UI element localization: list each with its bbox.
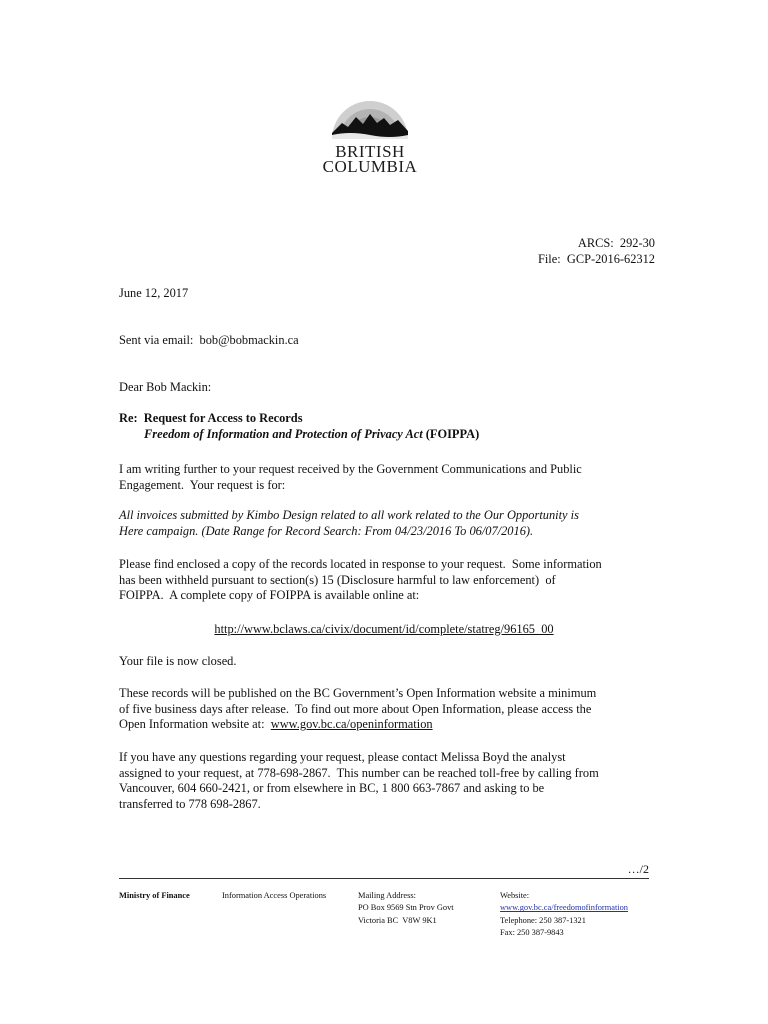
text-line: If you have any questions regarding your request, please contact Melissa Boyd the analyst — [119, 750, 566, 764]
re-line: Re: Request for Access to Records — [119, 411, 303, 425]
arcs-number: ARCS: 292-30 — [577, 236, 655, 250]
open-info-link[interactable]: www.gov.bc.ca/openinformation — [270, 717, 433, 732]
footer-mailing — [358, 890, 454, 927]
text-line: transferred to 778 698-2867. — [119, 796, 261, 811]
sent-via-line: Sent via email: bob@bobmackin.ca — [119, 333, 299, 347]
salutation: Dear Bob Mackin: — [119, 380, 212, 394]
foippa-url-link[interactable]: http://www.bclaws.ca/civix/document/id/complete/statreg/96165_00 — [214, 622, 554, 636]
file-number: File: GCP-2016-62312 — [537, 251, 655, 266]
fax: Fax: 250 387-9843 — [500, 928, 564, 938]
website-label: Website: — [500, 891, 530, 900]
website-link[interactable]: www.gov.bc.ca/freedomofinformation — [500, 903, 628, 913]
letter-date: June 12, 2017 — [119, 286, 189, 300]
logo-word-british: BRITISH — [335, 142, 405, 161]
bc-sun-mountains-icon — [330, 93, 410, 143]
footer-website — [500, 890, 628, 940]
foippa-url-line — [119, 622, 649, 638]
text-line: FOIPPA. A complete copy of FOIPPA is available online at: — [119, 588, 420, 603]
file-closed: Your file is now closed. — [119, 654, 237, 668]
reference-block — [538, 236, 655, 267]
page-continuation: …/2 — [627, 862, 649, 876]
logo-word-columbia: COLUMBIA — [322, 157, 418, 176]
text-line — [119, 717, 649, 733]
re-act-line — [119, 427, 649, 443]
paragraph-request-detail — [119, 508, 649, 539]
mailing-line-2: Victoria BC V8W 9K1 — [358, 915, 437, 925]
footer-ministry: Ministry of Finance — [119, 891, 190, 900]
re-subject — [119, 411, 649, 442]
paragraph-open-info — [119, 686, 649, 733]
act-abbrev: (FOIPPA) — [422, 426, 480, 441]
paragraph-contact — [119, 750, 649, 812]
telephone: Telephone: 250 387-1321 — [500, 915, 586, 925]
act-title: Freedom of Information and Protection of Privacy Act — [144, 426, 423, 441]
footer-branch: Information Access Operations — [222, 891, 327, 900]
text-line: Vancouver, 604 660-2421, or from elsewhere in BC, 1 800 663-7867 and asking to be — [119, 781, 545, 796]
text-line: These records will be published on the BC Government’s Open Information website a minimum — [119, 686, 597, 700]
text-line: assigned to your request, at 778-698-2867. This number can be reached toll-free by calling from — [119, 765, 599, 780]
mailing-label: Mailing Address: — [358, 891, 416, 900]
footer-divider — [119, 878, 649, 879]
text-line: Engagement. Your request is for: — [119, 477, 286, 492]
paragraph-request — [119, 462, 649, 493]
bc-logo — [320, 93, 420, 185]
paragraph-records — [119, 557, 649, 604]
text-line: has been withheld pursuant to section(s) 15 (Disclosure harmful to law enforcement) of — [119, 572, 556, 587]
open-info-prefix: Open Information website at: — [119, 717, 271, 732]
text-line: I am writing further to your request received by the Government Communications and Public — [119, 462, 582, 476]
text-line: Here campaign. (Date Range for Record Search: From 04/23/2016 To 06/07/2016). — [119, 523, 534, 538]
mailing-line-1: PO Box 9569 Stn Prov Govt — [358, 903, 454, 913]
text-line: All invoices submitted by Kimbo Design related to all work related to the Our Opportunity is — [119, 508, 579, 522]
text-line: Please find enclosed a copy of the records located in response to your request. Some information — [119, 557, 602, 571]
text-line: of five business days after release. To find out more about Open Information, please access the — [119, 701, 592, 716]
